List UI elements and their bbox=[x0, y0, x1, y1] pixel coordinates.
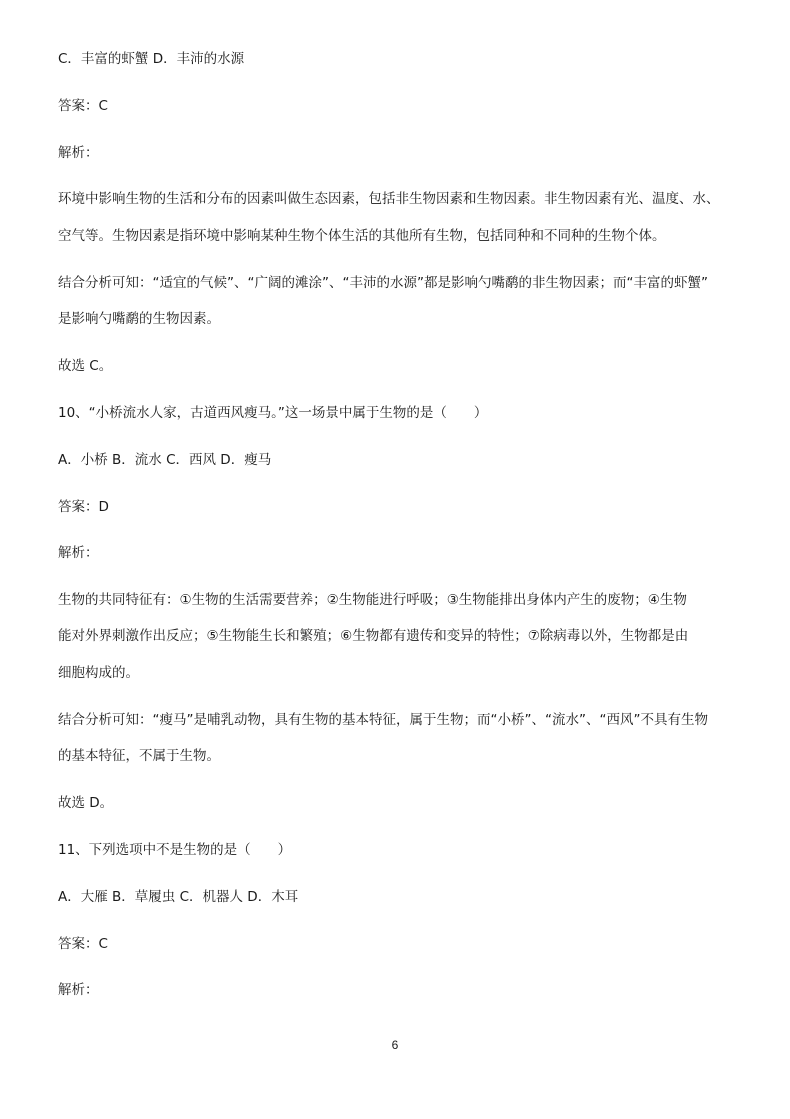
analysis-paragraph-line: 生物的共同特征有：①生物的生活需要营养；②生物能进行呼吸；③生物能排出身体内产生的废物；④生物 bbox=[58, 592, 687, 608]
answer-line: 答案：D bbox=[58, 499, 109, 515]
conclusion-line: 故选 C。 bbox=[58, 358, 113, 374]
page-number: 6 bbox=[391, 1038, 399, 1052]
answer-line: 答案：C bbox=[58, 936, 108, 952]
answer-line: 答案：C bbox=[58, 98, 108, 114]
analysis-heading: 解析： bbox=[58, 545, 99, 561]
analysis-paragraph-line: 是影响勺嘴鹬的生物因素。 bbox=[58, 311, 220, 327]
question-11-stem: 11、下列选项中不是生物的是（ ） bbox=[58, 842, 292, 858]
analysis-paragraph-line: 环境中影响生物的生活和分布的因素叫做生态因素，包括非生物因素和生物因素。非生物因素有光、温度、水、 bbox=[58, 191, 720, 207]
analysis-paragraph-line: 结合分析可知：“适宜的气候”、“广阔的滩涂”、“丰沛的水源”都是影响勺嘴鹬的非生物因素；而“丰富的虾蟹” bbox=[58, 275, 708, 291]
question-10-options: A．小桥 B．流水 C．西风 D．瘦马 bbox=[58, 452, 272, 468]
analysis-heading: 解析： bbox=[58, 145, 99, 161]
analysis-paragraph-line: 能对外界刺激作出反应；⑤生物能生长和繁殖；⑥生物都有遗传和变异的特性；⑦除病毒以外，生物都是由 bbox=[58, 628, 689, 644]
analysis-paragraph-line: 细胞构成的。 bbox=[58, 665, 139, 681]
question-10-stem: 10、“小桥流水人家，古道西风瘦马。”这一场景中属于生物的是（ ） bbox=[58, 405, 488, 421]
analysis-paragraph-line: 结合分析可知：“瘦马”是哺乳动物，具有生物的基本特征，属于生物；而“小桥”、“流水”、“西风”不具有生物 bbox=[58, 712, 708, 728]
question-11-options: A．大雁 B．草履虫 C．机器人 D．木耳 bbox=[58, 889, 299, 905]
option-line-cd: C．丰富的虾蟹 D．丰沛的水源 bbox=[58, 51, 245, 67]
analysis-heading: 解析： bbox=[58, 982, 99, 998]
analysis-paragraph-line: 空气等。生物因素是指环境中影响某种生物个体生活的其他所有生物，包括同种和不同种的生物个体。 bbox=[58, 228, 666, 244]
analysis-paragraph-line: 的基本特征，不属于生物。 bbox=[58, 748, 220, 764]
conclusion-line: 故选 D。 bbox=[58, 795, 114, 811]
